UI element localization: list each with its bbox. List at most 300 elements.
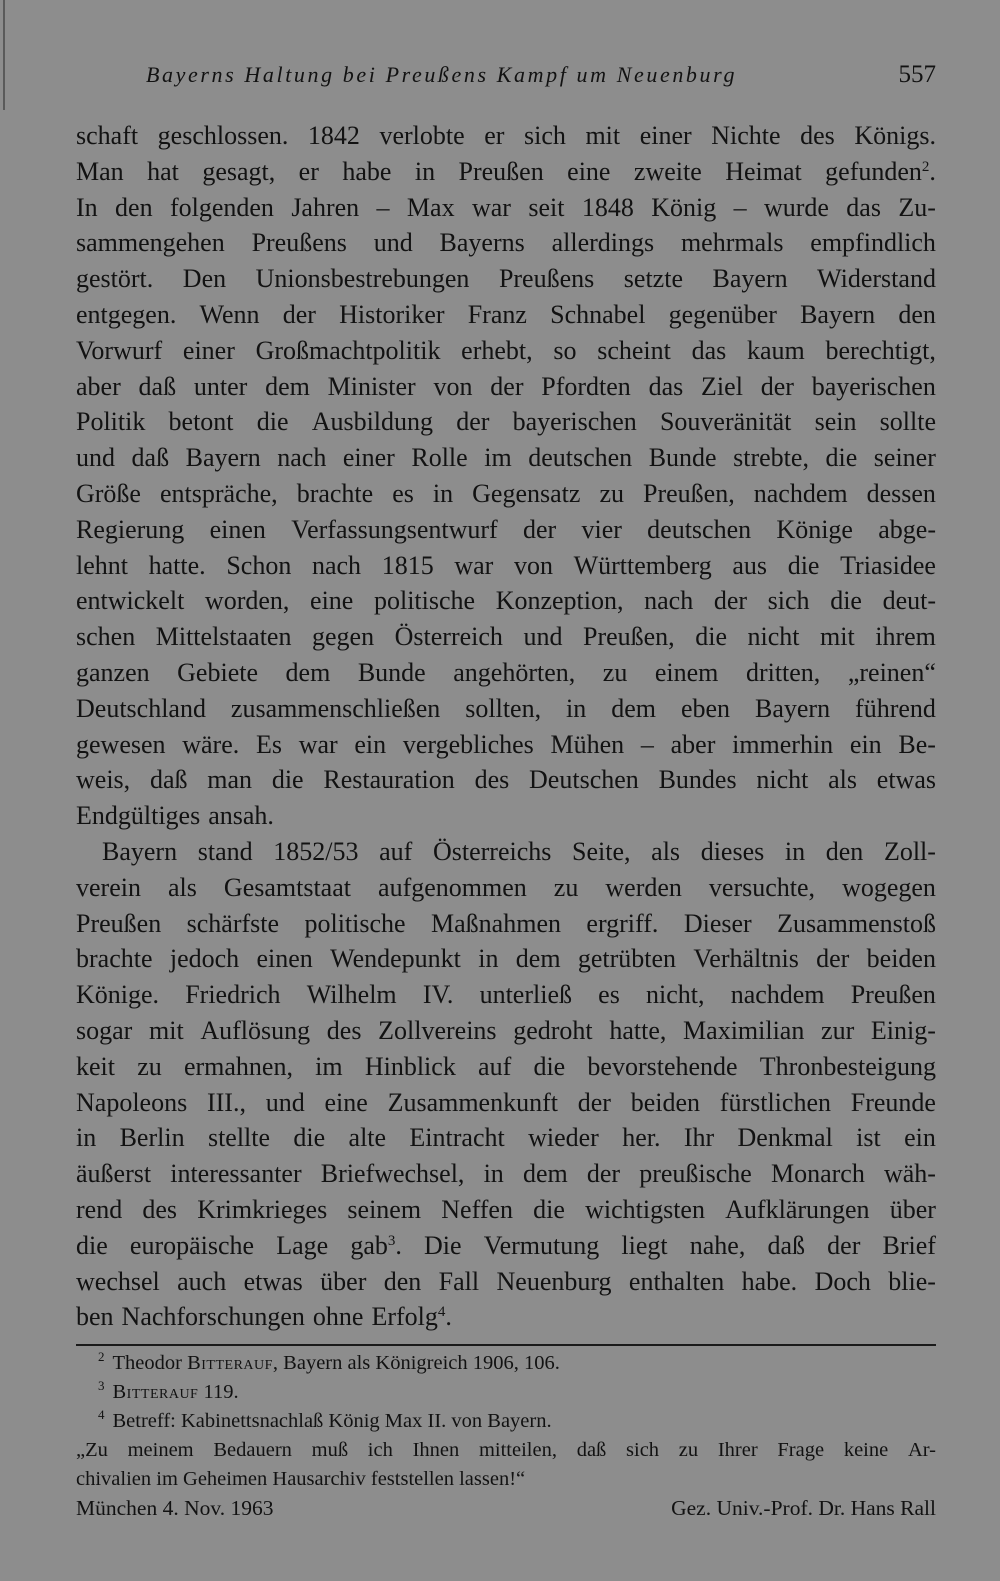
word: III., — [206, 1087, 246, 1117]
word: Ausbildung — [311, 407, 434, 437]
word: Frage — [777, 1439, 825, 1461]
word: weis, — [76, 765, 131, 795]
word: Doch — [814, 1266, 871, 1296]
word: stand — [197, 836, 253, 866]
word: der — [490, 371, 524, 401]
word: Wenn — [199, 299, 260, 329]
word: führend — [855, 693, 936, 723]
word: vergebliches — [402, 729, 534, 759]
word: der — [586, 1159, 621, 1189]
word: Konzeption, — [495, 586, 624, 616]
word: war — [471, 192, 511, 222]
word: muß — [311, 1439, 349, 1461]
word: und — [265, 1087, 305, 1117]
word: sein — [814, 407, 857, 437]
word: des — [326, 1015, 362, 1045]
word: Die — [424, 1230, 462, 1260]
word: Gebiete — [177, 657, 258, 687]
word: Österreich — [394, 622, 503, 652]
word: zu — [553, 872, 579, 902]
word: gefunden$^2$. — [825, 156, 936, 186]
word: wurde — [763, 192, 829, 222]
word: hatte. — [148, 550, 206, 580]
word: eine — [567, 156, 611, 186]
word: aber — [670, 729, 716, 759]
word: einem — [654, 657, 719, 687]
word: Preußen, — [643, 478, 735, 508]
word: ermahnen, — [183, 1051, 293, 1081]
word: in — [478, 944, 499, 974]
word: Zu- — [898, 192, 936, 222]
word: Napoleons — [76, 1087, 188, 1117]
word: gegen — [312, 622, 375, 652]
word: unterließ — [479, 980, 572, 1010]
word: das — [691, 335, 727, 365]
text-line — [76, 190, 936, 226]
word: Widerstand — [817, 264, 936, 294]
word: Bayerns — [439, 228, 525, 258]
signature-line — [76, 1494, 936, 1523]
word: im — [484, 443, 512, 473]
word: es — [392, 478, 414, 508]
word: erhebt, — [461, 335, 533, 365]
word: verlobte — [379, 121, 465, 150]
word: Bundes — [658, 765, 737, 795]
word: Hinblick — [364, 1051, 456, 1081]
footnote-text: Betreff: Kabinettsnachlaß König Max II. von Bayern. — [112, 1410, 552, 1432]
word: dem — [611, 693, 656, 723]
word: mit — [820, 622, 855, 652]
page-header — [146, 62, 936, 98]
word: sich — [626, 1439, 660, 1461]
word: schärfste — [186, 908, 280, 938]
word: fürstlichen — [719, 1087, 831, 1117]
word: – — [376, 192, 390, 222]
word: – — [733, 192, 747, 222]
quote-line — [76, 1465, 936, 1494]
word: „Zu — [76, 1439, 108, 1461]
text-line — [76, 977, 936, 1013]
word: bayerischen — [512, 407, 637, 437]
word: Brief — [882, 1230, 936, 1260]
word: Man — [76, 156, 124, 186]
word: IV. — [422, 980, 454, 1010]
word: Bayern — [185, 443, 261, 473]
word: etwas — [243, 1266, 303, 1296]
word: Bunde — [648, 443, 717, 473]
word: war — [298, 729, 338, 759]
word: der — [713, 586, 748, 616]
word: her. — [622, 1123, 661, 1153]
word: Zoll- — [883, 836, 936, 866]
word: Nachforschungen — [121, 1302, 305, 1332]
word: Ihrer — [717, 1439, 758, 1461]
text-line — [76, 834, 936, 870]
word: er — [298, 156, 319, 186]
text-line — [76, 906, 936, 942]
word: setzte — [623, 264, 683, 294]
word: keine — [843, 1439, 889, 1461]
footnote-marker: 2 — [98, 1349, 105, 1364]
word: zu — [678, 1439, 699, 1461]
word: Lage — [276, 1230, 329, 1260]
text-line — [76, 727, 936, 763]
word: Verfassungsentwurf — [291, 514, 498, 544]
word: die — [830, 586, 862, 616]
word: als — [168, 872, 197, 902]
text-line — [76, 1013, 936, 1049]
word: Franz — [467, 299, 527, 329]
text-line — [76, 1085, 936, 1121]
word: Zollvereins — [378, 1015, 497, 1045]
footnote-reference: 2 — [921, 158, 930, 175]
word: als — [828, 765, 858, 795]
word: alte — [348, 1123, 387, 1153]
word: preußische — [639, 1159, 752, 1189]
word: Deutschland — [76, 693, 206, 723]
text-line — [76, 870, 936, 906]
word: der — [522, 514, 557, 544]
word: werden — [605, 872, 682, 902]
text-line — [76, 512, 936, 548]
word: Königs. — [854, 121, 936, 150]
word: wäre. — [182, 729, 240, 759]
word: Preußens — [251, 228, 347, 258]
word: zweite — [633, 156, 702, 186]
word: einer — [182, 335, 235, 365]
word: lehnt — [76, 550, 128, 580]
word: gesagt, — [202, 156, 276, 186]
word: Restauration — [323, 765, 455, 795]
word: dem — [265, 371, 310, 401]
word: gab$^3$. — [350, 1230, 402, 1260]
word: schaft — [76, 121, 139, 150]
text-line — [76, 1156, 936, 1192]
footnotes — [76, 1349, 936, 1523]
word: hat — [147, 156, 179, 186]
word: Minister — [327, 371, 416, 401]
word: stellte — [207, 1123, 271, 1153]
word: Maßnahmen — [431, 908, 561, 938]
word: sollten, — [465, 693, 542, 723]
word: gewesen — [76, 729, 166, 759]
word: des — [474, 765, 510, 795]
text-line — [76, 261, 936, 297]
word: liegt — [621, 1230, 668, 1260]
scan-edge-mark — [3, 0, 5, 110]
word: Monarch — [770, 1159, 865, 1189]
word: sich — [524, 121, 566, 150]
word: deutschen — [528, 443, 633, 473]
word: Bunde — [357, 657, 426, 687]
text-line — [76, 583, 936, 619]
word: Max — [406, 192, 455, 222]
word: Eintracht — [409, 1123, 505, 1153]
word: sammengehen — [76, 228, 225, 258]
word: nicht — [747, 622, 800, 652]
word: politische — [304, 908, 406, 938]
word: Ar- — [907, 1439, 936, 1461]
word: Ihnen — [412, 1439, 460, 1461]
word: nachdem — [753, 478, 848, 508]
footnote-text: Theodor — [112, 1352, 188, 1374]
word: enthalten — [628, 1266, 725, 1296]
word: jedoch — [169, 944, 240, 974]
footnote-author: Bitterauf — [187, 1352, 273, 1374]
word: Briefwechsel, — [320, 1159, 465, 1189]
word: etwas — [876, 765, 936, 795]
word: man — [207, 765, 253, 795]
word: in — [76, 1123, 97, 1153]
word: Be- — [898, 729, 936, 759]
body-text — [76, 118, 936, 1335]
word: Berlin — [119, 1123, 185, 1153]
word: zusammenschließen — [230, 693, 441, 723]
text-line — [76, 118, 936, 154]
text-line — [76, 1049, 936, 1085]
word: Neuenburg — [496, 1266, 612, 1296]
word: Bayern — [712, 264, 788, 294]
word: über — [320, 1266, 367, 1296]
word: meinem — [127, 1439, 194, 1461]
word: ben — [76, 1302, 114, 1332]
word: die — [533, 1051, 566, 1081]
word: in — [784, 836, 806, 866]
word: In — [76, 192, 98, 222]
word: einen — [209, 514, 266, 544]
word: brachte — [296, 478, 374, 508]
word: Den — [182, 264, 227, 294]
word: ergriff. — [586, 908, 659, 938]
word: Denkmal — [737, 1123, 833, 1153]
word: europäische — [129, 1230, 255, 1260]
word: auf — [478, 1051, 512, 1081]
word: aber — [76, 371, 121, 401]
word: bevorstehende — [587, 1051, 738, 1081]
word: äußerst — [76, 1159, 152, 1189]
word: eine — [310, 586, 354, 616]
word: Seite, — [572, 836, 631, 866]
word: schen — [76, 622, 136, 652]
word: deut- — [882, 586, 936, 616]
word: im — [315, 1051, 343, 1081]
footnote-text: , Bayern als Königreich 1906, 106. — [272, 1352, 560, 1374]
text-line — [76, 762, 936, 798]
word: nach — [277, 443, 327, 473]
word: habe — [342, 156, 392, 186]
word: und — [76, 443, 115, 473]
word: Friedrich — [185, 980, 281, 1010]
word: von — [513, 550, 553, 580]
word: entwickelt — [76, 586, 185, 616]
word: zu — [602, 657, 628, 687]
word: sollte — [879, 407, 936, 437]
place-date: München 4. Nov. 1963 — [76, 1496, 274, 1520]
footnote-reference: 4 — [437, 1304, 446, 1321]
word: daß — [576, 1439, 607, 1461]
word: Mittelstaaten — [155, 622, 292, 652]
text-line — [76, 225, 936, 261]
word: Gesamtstaat — [223, 872, 351, 902]
word: immerhin — [732, 729, 834, 759]
word: blie- — [888, 1266, 936, 1296]
text-line — [76, 1228, 936, 1264]
word: seiner — [873, 443, 936, 473]
word: König — [651, 192, 717, 222]
word: Deutschen — [529, 765, 639, 795]
word: ganzen — [76, 657, 150, 687]
word: bayerischen — [811, 371, 936, 401]
word: die — [825, 443, 858, 473]
word: er — [484, 121, 505, 150]
word: wieder — [528, 1123, 599, 1153]
word: ich — [367, 1439, 393, 1461]
word: Vorwurf — [76, 335, 163, 365]
running-title: Bayerns Haltung bei Preußens Kampf um Neuenburg — [146, 62, 738, 87]
word: Neffen — [441, 1194, 513, 1224]
word: mit — [585, 121, 621, 150]
word: Größe — [76, 478, 141, 508]
word: Dieser — [683, 908, 752, 938]
word: dessen — [866, 478, 936, 508]
word: dieses — [700, 836, 765, 866]
word: Österreichs — [432, 836, 552, 866]
word: von — [433, 371, 473, 401]
word: nach — [311, 550, 362, 580]
text-line — [76, 297, 936, 333]
word: nach — [644, 586, 694, 616]
word: der — [760, 371, 794, 401]
word: Endgültiges — [76, 801, 201, 831]
word: Pfordten — [541, 371, 631, 401]
word: Heimat — [725, 156, 802, 186]
word: die — [293, 1123, 326, 1153]
word: Bayern — [800, 299, 876, 329]
word: Es — [255, 729, 282, 759]
quote-text: chivalien im Geheimen Hausarchiv feststellen lassen!“ — [76, 1468, 526, 1490]
word: so — [553, 335, 577, 365]
word: – — [640, 729, 654, 759]
text-line — [76, 1192, 936, 1228]
word: Preußen — [76, 908, 162, 938]
word: den — [825, 836, 864, 866]
word: berechtigt, — [825, 335, 936, 365]
word: entspräche, — [160, 478, 278, 508]
word: Unionsbestrebungen — [255, 264, 470, 294]
word: interessanter — [170, 1159, 302, 1189]
word: allerdings — [551, 228, 655, 258]
word: gegenüber — [668, 299, 777, 329]
footnote-marker: 4 — [98, 1407, 105, 1422]
word: ohne — [312, 1302, 364, 1332]
word: Vermutung — [483, 1230, 600, 1260]
word: Politik — [76, 407, 146, 437]
text-line — [76, 333, 936, 369]
text-line — [76, 619, 936, 655]
text-line — [76, 1264, 936, 1300]
word: Thronbesteigung — [759, 1051, 936, 1081]
word: Preußen — [850, 980, 936, 1010]
word: scheint — [597, 335, 671, 365]
footnote-separator — [76, 1344, 936, 1346]
word: mit — [149, 1015, 184, 1045]
word: folgenden — [169, 192, 274, 222]
word: die — [533, 1194, 565, 1224]
word: wogegen — [842, 872, 936, 902]
word: Triasidee — [840, 550, 936, 580]
word: Preußen, — [582, 622, 675, 652]
word: Verhältnis — [693, 944, 799, 974]
word: das — [648, 371, 684, 401]
word: Historiker — [339, 299, 445, 329]
text-line — [76, 404, 936, 440]
word: Maximilian — [683, 1015, 805, 1045]
word: Großmachtpolitik — [255, 335, 441, 365]
word: gedroht — [513, 1015, 593, 1045]
word: als — [651, 836, 681, 866]
footnote-2 — [76, 1349, 936, 1378]
word: kaum — [746, 335, 805, 365]
word: wäh- — [883, 1159, 936, 1189]
word: und — [523, 622, 563, 652]
footnote-marker: 3 — [98, 1378, 105, 1393]
word: die — [787, 550, 820, 580]
word: Könige — [776, 514, 853, 544]
word: Freunde — [850, 1087, 936, 1117]
word: beiden — [630, 1087, 701, 1117]
word: nachdem — [730, 980, 825, 1010]
word: Preußens — [498, 264, 595, 294]
word: Zusammenstoß — [777, 908, 936, 938]
word: politische — [373, 586, 476, 616]
word: 1815 — [381, 550, 434, 580]
word: zur — [821, 1015, 855, 1045]
word: sich — [767, 586, 810, 616]
word: ein — [849, 729, 882, 759]
text-line — [76, 440, 936, 476]
word: die — [271, 765, 304, 795]
word: den — [115, 192, 153, 222]
word: war — [454, 550, 494, 580]
word: Wilhelm — [306, 980, 397, 1010]
word: der — [816, 944, 850, 974]
word: Könige. — [76, 980, 160, 1010]
word: Zusammenkunft — [387, 1087, 558, 1117]
word: Jahren — [291, 192, 360, 222]
word: Fall — [438, 1266, 480, 1296]
word: aufgenommen — [378, 872, 527, 902]
word: worden, — [204, 586, 290, 616]
word: entgegen. — [76, 299, 177, 329]
word: eben — [680, 693, 731, 723]
word: nicht — [756, 765, 809, 795]
word: der — [456, 407, 490, 437]
signature: Gez. Univ.-Prof. Dr. Hans Rall — [671, 1496, 936, 1520]
word: über — [889, 1194, 936, 1224]
text-line — [76, 154, 936, 190]
word: Wendepunkt — [330, 944, 461, 974]
word: brachte — [76, 944, 153, 974]
word: Gegensatz — [472, 478, 581, 508]
word: Regierung — [76, 514, 185, 544]
word: in — [566, 693, 587, 723]
footnote-author: Bitterauf — [112, 1381, 199, 1403]
word: Ziel — [701, 371, 743, 401]
word: nahe, — [689, 1230, 746, 1260]
word: habe. — [741, 1266, 798, 1296]
word: einer — [639, 121, 692, 150]
word: in — [414, 156, 436, 186]
